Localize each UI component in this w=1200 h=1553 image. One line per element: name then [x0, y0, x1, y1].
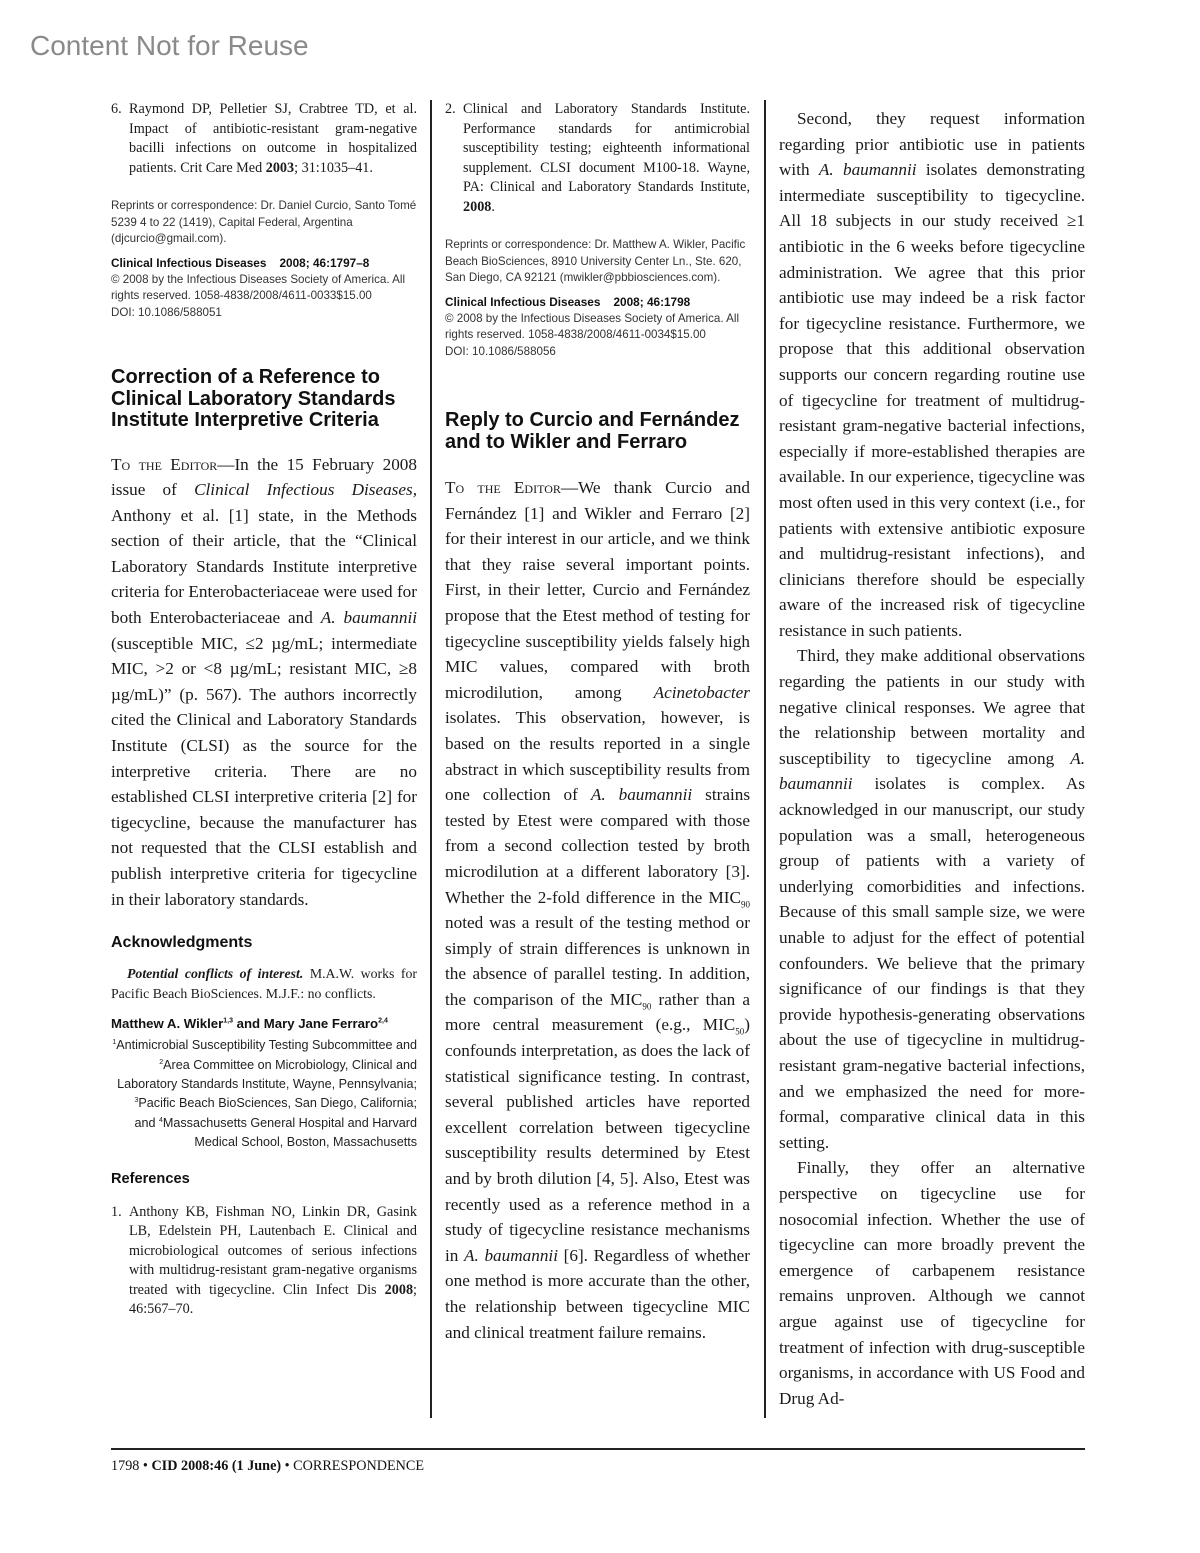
column-rule: [764, 100, 766, 1418]
reference-number: 2.: [445, 101, 456, 117]
reference-number: 1.: [111, 1203, 122, 1220]
reference-number: 6.: [111, 101, 122, 117]
journal-citation: Clinical Infectious Diseases 2008; 46:1798: [445, 294, 691, 309]
acknowledgments-heading: Acknowledgments: [111, 934, 253, 952]
doi: DOI: 10.1086/588056: [445, 344, 556, 358]
reference-text: Clinical and Laboratory Standards Institute. Performance standards for antimicrobial susceptibility testing; eighteenth informational supplement. CLSI document M100-18. Wayne, PA: Clinical and Laboratory Standards Institute, 2008.: [463, 101, 750, 215]
article-title: Reply to Curcio and Fernández and to Wikler and Ferraro: [445, 409, 740, 453]
watermark: Content Not for Reuse: [30, 30, 309, 61]
conflicts-statement: Potential conflicts of interest. M.A.W. works for Pacific Beach BioSciences. M.J.F.: no conflicts.: [111, 966, 417, 1002]
reference-text: Raymond DP, Pelletier SJ, Crabtree TD, et al. Impact of antibiotic-resistant gram-negative bacilli infections on outcome in hospitalized patients. Crit Care Med 2003; 31:1035–41.: [129, 101, 417, 176]
page-number: 1798: [111, 1458, 140, 1474]
column-left: [111, 100, 417, 1320]
reprints-note: Reprints or correspondence: Dr. Matthew A. Wikler, Pacific Beach BioSciences, 8910 University Center Ln., Ste. 620, San Diego, CA 92121 (mwikler@pbbiosciences.com).: [445, 238, 746, 284]
reprints-note: Reprints or correspondence: Dr. Daniel Curcio, Santo Tomé 5239 4 to 22 (1419), Capital Federal, Argentina (djcurcio@gmail.com).: [111, 199, 417, 245]
reply-paragraph-3: Third, they make additional observations regarding the patients in our study with negative clinical responses. We agree that the relationship between mortality and susceptibility to tigecycline among A. baumannii isolates is complex. As acknowledged in our manuscript, our study population was a small, heterogeneous group of patients with a variety of underlying comorbidities and infections. Because of this small sample size, we were unable to adjust for the effect of potential confounders. We believe that the primary significance of our findings is that they provide hypothesis-generating observations about the use of tigecycline in multidrug-resistant gram-negative bacterial infections, and we emphasized the need for more-formal, comparative clinical data in this setting.: [779, 646, 1085, 1152]
reply-paragraph-4: Finally, they offer an alternative perspective on tigecycline use for nosocomial infection. Whether the use of tigecycline can more broadly prevent the emergence of carbapenem resistance remains unproven. Although we cannot argue against use of tigecycline for treatment of infection with drug-susceptible organisms, in accordance with US Food and Drug Ad-: [779, 1158, 1085, 1408]
copyright-note: © 2008 by the Infectious Diseases Society of America. All rights reserved. 1058-4838/2008/4611-0034$15.00: [445, 311, 740, 341]
reference-6: [111, 100, 417, 178]
letter-body: To the Editor—We thank Curcio and Fernández [1] and Wikler and Ferraro [2] for their interest in our article, and we think that they raise several important points. First, in their letter, Curcio and Fernández propose that the Etest method of testing for tigecycline susceptibility yields falsely high MIC values, compared with broth microdilution, among Acinetobacter isolates. This observation, however, is based on the results reported in a single abstract in which susceptibility results from one collection of A. baumannii strains tested by Etest were compared with those from a second collection tested by broth microdilution at a different laboratory [3]. Whether the 2-fold difference in the $MIC_{90}$ noted was a result of the testing method or simply of strain differences is unknown in the absence of parallel testing. In addition, the comparison of the $MIC_{90}$ rather than a more central measurement (e.g., $MIC_{50}$) confounds interpretation, as does the lack of statistical significance testing. In contrast, several published articles have reported excellent correlation between tigecycline susceptibility results determined by Etest and by broth dilution [4, 5]. Also, Etest was recently used as a reference method in a study of tigecycline resistance mechanisms in A. baumannii [6]. Regardless of whether one method is more accurate than the other, the relationship between tigecycline MIC and clinical treatment failure remains.: [445, 478, 751, 1342]
copyright-note: © 2008 by the Infectious Diseases Society of America. All rights reserved. 1058-4838/2008/4611-0033$15.00: [111, 272, 406, 302]
reference-1: [111, 1203, 417, 1320]
reply-paragraph-2: Second, they request information regarding prior antibiotic use in patients with A. baumannii isolates demonstrating intermediate susceptibility to tigecycline. All 18 subjects in our study received ≥1 antibiotic in the 6 weeks before tigecycline administration. We agree that this prior antibiotic use may indeed be a risk factor for tigecycline resistance. Furthermore, we propose that this additional observation supports our concern regarding routine use of tigecycline for treatment of multidrug-resistant gram-negative bacterial infections, especially if more-established therapies are available. In our experience, tigecycline was most often used in this very context (i.e., for patients with extensive antibiotic exposure and multidrug-resistant infections), and clinicians therefore should be especially aware of the increased risk of tigecycline resistance in such patients.: [779, 109, 1086, 640]
letter-body: To the Editor—In the 15 February 2008 issue of Clinical Infectious Diseases, Anthony et al. [1] state, in the Methods section of their article, that the “Clinical Laboratory Standards Institute interpretive criteria for Enterobacteriaceae were used for both Enterobacteriaceae and A. baumannii (susceptible MIC, ≤2 µg/mL; intermediate MIC, >2 or <8 µg/mL; resistant MIC, ≥8 µg/mL)” (p. 567). The authors incorrectly cited the Clinical and Laboratory Standards Institute (CLSI) as the source for the interpretive criteria. There are no established CLSI interpretive criteria [2] for tigecycline, because the manufacturer has not requested that the CLSI establish and publish interpretive criteria for tigecycline in their laboratory standards.: [111, 454, 417, 909]
references-heading: References: [111, 1170, 190, 1187]
column-right: [779, 106, 1085, 1411]
footer-rule: [111, 1448, 1085, 1450]
section-name: CORRESPONDENCE: [293, 1458, 425, 1474]
page-footer: 1798 • CID 2008:46 (1 June) • CORRESPONDENCE: [111, 1458, 425, 1474]
journal-citation: Clinical Infectious Diseases 2008; 46:1797–8: [111, 255, 370, 270]
column-middle: [445, 100, 750, 1345]
column-rule: [430, 100, 432, 1418]
affiliations: $^1$Antimicrobial Susceptibility Testing Subcommittee and $^2$Area Committee on Microbiology, Clinical and Laboratory Standards Institute, Wayne, Pennsylvania; $^3$Pacific Beach BioSciences, San Diego, California; and $^4$Massachusetts General Hospital and Harvard Medical School, Boston, Massachusetts: [112, 1038, 417, 1150]
doi: DOI: 10.1086/588051: [111, 305, 222, 319]
article-title: Correction of a Reference to Clinical Laboratory Standards Institute Interpretive Criteria: [111, 366, 396, 431]
reference-text: Anthony KB, Fishman NO, Linkin DR, Gasink LB, Edelstein PH, Lautenbach E. Clinical and microbiological outcomes of serious infections with multidrug-resistant gram-negative organisms treated with tigecycline. Clin Infect Dis 2008; 46:567–70.: [129, 1203, 417, 1318]
author-line: Matthew A. Wikler$^{1,3}$ and Mary Jane Ferraro$^{2,4}$: [111, 1016, 388, 1032]
reference-2: [445, 100, 750, 217]
journal-issue: CID 2008:46 (1 June): [151, 1458, 282, 1474]
